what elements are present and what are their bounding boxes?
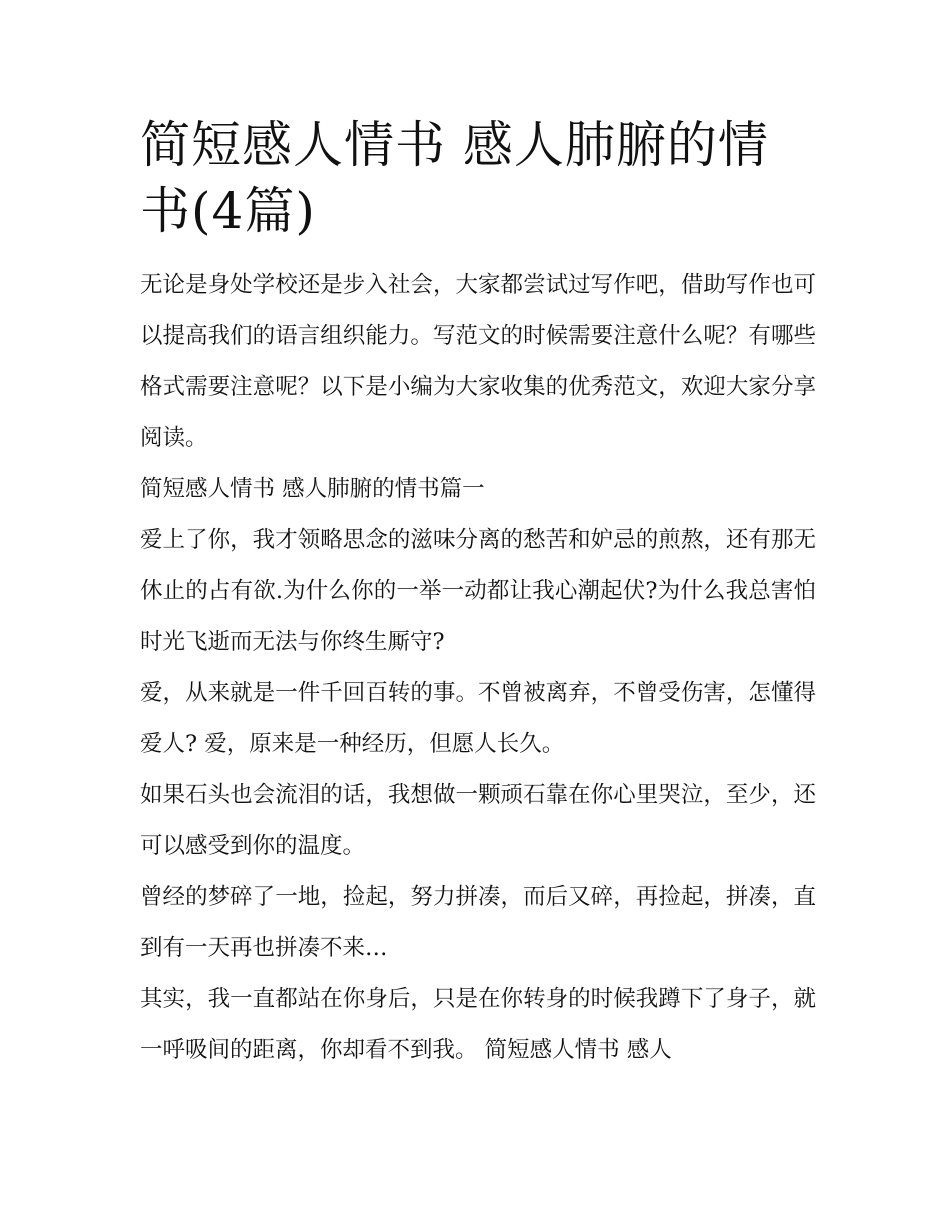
document-title: 简短感人情书 感人肺腑的情书(4篇) <box>140 116 769 240</box>
document-page <box>140 112 816 1076</box>
intro-paragraph: 无论是身处学校还是步入社会，大家都尝试过写作吧，借助写作也可以提高我们的语言组织能力。写范文的时候需要注意什么呢？有哪些格式需要注意呢？以下是小编为大家收集的优秀范文，欢迎大家分享阅读。 <box>140 272 816 451</box>
body-paragraph: 爱上了你，我才领略思念的滋味分离的愁苦和妒忌的煎熬，还有那无休止的占有欲.为什么你的一举一动都让我心潮起伏?为什么我总害怕时光飞逝而无法与你终生厮守? <box>140 527 816 655</box>
section-heading: 简短感人情书 感人肺腑的情书篇一 <box>140 476 485 502</box>
body-paragraph: 曾经的梦碎了一地，捡起，努力拼凑，而后又碎，再捡起，拼凑，直到有一天再也拼凑不来… <box>140 884 816 961</box>
body-paragraph: 如果石头也会流泪的话，我想做一颗顽石靠在你心里哭泣，至少，还可以感受到你的温度。 <box>140 782 816 859</box>
body-paragraph: 其实，我一直都站在你身后，只是在你转身的时候我蹲下了身子，就一呼吸间的距离，你却看不到我。 简短感人情书 感人 <box>140 986 816 1063</box>
body-paragraph: 爱，从来就是一件千回百转的事。不曾被离弃，不曾受伤害，怎懂得爱人? 爱，原来是一种经历，但愿人长久。 <box>140 680 816 757</box>
